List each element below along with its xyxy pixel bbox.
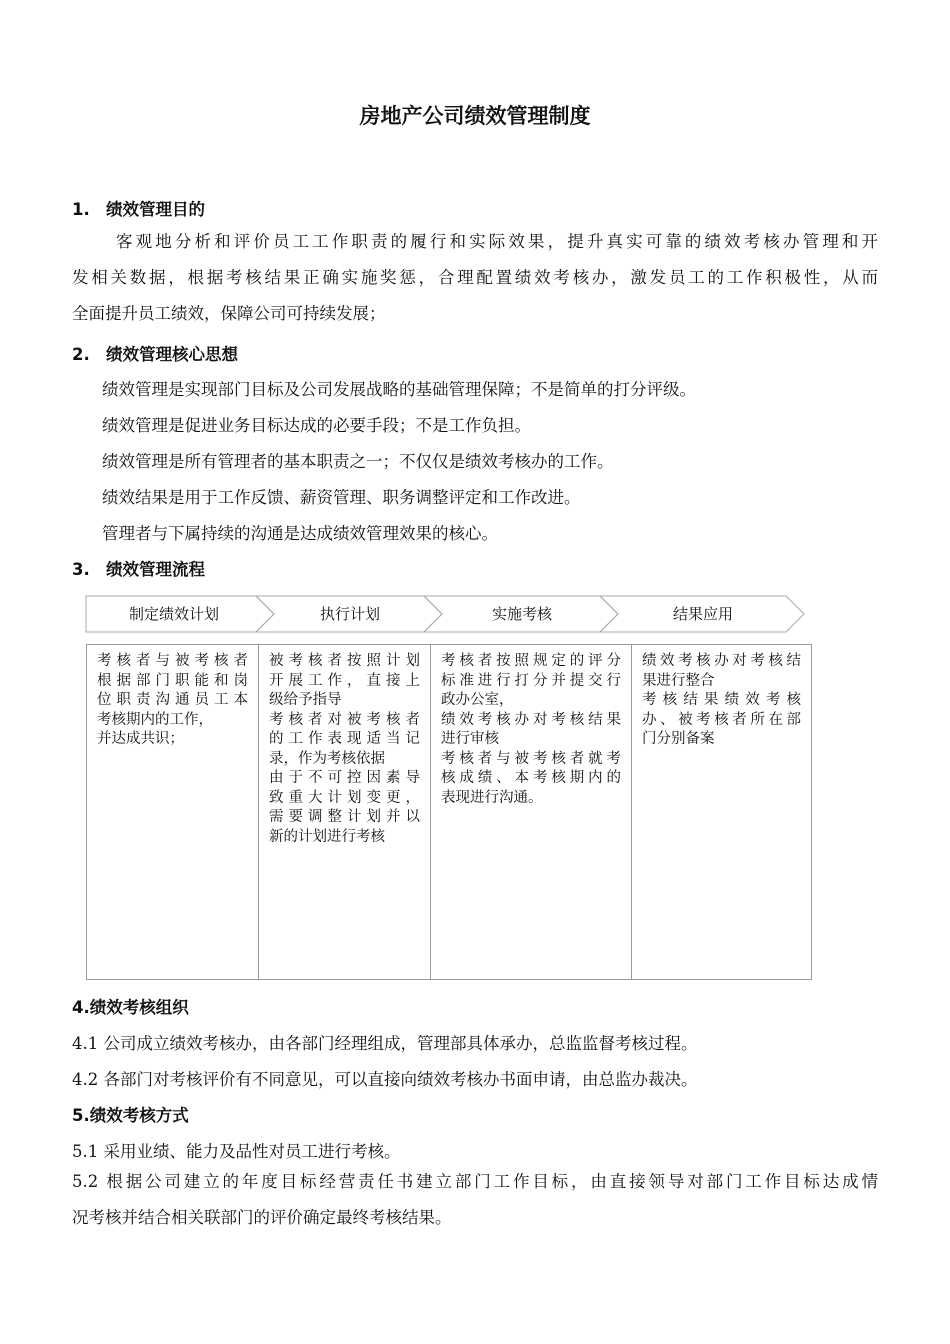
flow-cell-line: 考核者与被考核者就考 [441, 750, 621, 767]
flow-cell-line: 绩效考核办对考核结 [642, 653, 801, 669]
section-1-line-3: 全面提升员工绩效，保障公司可持续发展； [72, 304, 386, 323]
section-1-line-2: 发相关数据，根据考核结果正确实施奖惩，合理配置绩效考核办，激发员工的工作积极性，从而 [72, 268, 878, 287]
flow-cell-line: 根据部门职能和岗 [97, 672, 248, 689]
flow-cell-line: 致重大计划变更， [269, 789, 420, 806]
section-3-number: 3. [72, 560, 90, 579]
section-2-item-2: 绩效管理是促进业务目标达成的必要手段；不是工作负担。 [102, 416, 531, 435]
flow-cell-line: 位职责沟通员工本 [97, 692, 248, 708]
flow-cell-line: 考核者与被考核者 [97, 653, 248, 669]
flow-cell-line: 绩效考核办对考核结果 [441, 711, 621, 728]
section-5-item-2-line-1: 5.2 根据公司建立的年度目标经营责任书建立部门工作目标，由直接领导对部门工作目标达成情 [72, 1172, 878, 1191]
flow-cell-line: 开展工作，直接上 [269, 672, 420, 689]
flow-cell-line: 考核者对被考核者 [269, 711, 420, 728]
section-1-number: 1. [72, 200, 90, 219]
section-5-item-2-line-2: 况考核并结合相关联部门的评价确定最终考核结果。 [72, 1208, 452, 1227]
flow-cell-line: 核成绩、本考核期内的 [441, 770, 621, 786]
section-4-item-2: 4.2 各部门对考核评价有不同意见，可以直接向绩效考核办书面申请，由总监办裁决。 [72, 1070, 698, 1089]
section-3-title: 绩效管理流程 [106, 560, 205, 579]
flow-cell-line: 考核期内的工作， [97, 711, 213, 728]
flow-stage-1-label: 制定绩效计划 [128, 605, 219, 623]
flow-cell-line: 并达成共识； [97, 731, 184, 747]
flow-cell-line: 由于不可控因素导 [269, 770, 420, 786]
flow-stage-3 [424, 596, 624, 632]
section-2-item-4: 绩效结果是用于工作反馈、薪资管理、职务调整评定和工作改进。 [102, 488, 581, 507]
section-4-item-1: 4.1 公司成立绩效考核办，由各部门经理组成，管理部具体承办，总监监督考核过程。 [72, 1034, 698, 1053]
section-2-item-5: 管理者与下属持续的沟通是达成绩效管理效果的核心。 [102, 524, 498, 543]
flow-stage-1 [86, 596, 276, 632]
flow-cell-line: 考核者按照规定的评分 [441, 653, 621, 669]
section-1-line-1: 客观地分析和评价员工工作职责的履行和实际效果，提升真实可靠的绩效考核办管理和开 [116, 232, 878, 251]
flow-cell-line: 果进行整合 [642, 672, 715, 689]
flow-detail-table [86, 644, 812, 980]
section-1-heading [72, 196, 205, 220]
flow-cell-plan [87, 645, 259, 979]
flow-cell-assess [431, 645, 632, 979]
flow-cell-line: 考核结果绩效考核 [642, 692, 801, 708]
section-2-title: 绩效管理核心思想 [106, 345, 238, 364]
flow-stage-2-label: 执行计划 [319, 605, 380, 623]
flow-cell-line: 录，作为考核依据 [269, 750, 385, 767]
flow-cell-apply [632, 645, 811, 979]
flow-cell-line: 的工作表现适当记 [269, 731, 420, 747]
section-2-heading [72, 341, 238, 365]
section-2-item-3: 绩效管理是所有管理者的基本职责之一；不仅仅是绩效考核办的工作。 [102, 452, 614, 471]
section-5-item-2 [72, 1164, 878, 1236]
section-1-paragraph [72, 224, 878, 332]
section-5-item-1: 5.1 采用业绩、能力及品性对员工进行考核。 [72, 1142, 401, 1161]
section-1-title: 绩效管理目的 [106, 200, 205, 219]
flow-cell-line: 标准进行打分并提交行 [441, 672, 621, 689]
flow-cell-line: 需要调整计划并以 [269, 809, 420, 825]
flow-cell-line: 门分别备案 [642, 731, 715, 747]
section-5-heading: 5.绩效考核方式 [72, 1106, 189, 1125]
flow-stage-4-label: 结果应用 [672, 605, 733, 623]
page-title: 房地产公司绩效管理制度 [359, 104, 591, 128]
flow-stage-4 [600, 596, 810, 632]
flow-cell-line: 进行审核 [441, 731, 499, 747]
section-4-heading: 4.绩效考核组织 [72, 998, 189, 1017]
flow-stage-3-label: 实施考核 [491, 605, 552, 623]
section-3-heading [72, 556, 205, 580]
flow-cell-line: 办、被考核者所在部 [642, 711, 801, 728]
section-2-item-1: 绩效管理是实现部门目标及公司发展战略的基础管理保障；不是简单的打分评级。 [102, 380, 696, 399]
flow-cell-line: 级给予指导 [269, 692, 342, 708]
flow-cell-line: 被考核者按照计划 [269, 653, 420, 669]
flow-cell-line: 新的计划进行考核 [269, 828, 385, 845]
section-2-number: 2. [72, 345, 90, 364]
flow-cell-line: 表现进行沟通。 [441, 789, 543, 806]
flow-cell-execute [259, 645, 431, 979]
flow-stage-2 [256, 596, 446, 632]
flow-cell-line: 政办公室， [441, 692, 514, 708]
